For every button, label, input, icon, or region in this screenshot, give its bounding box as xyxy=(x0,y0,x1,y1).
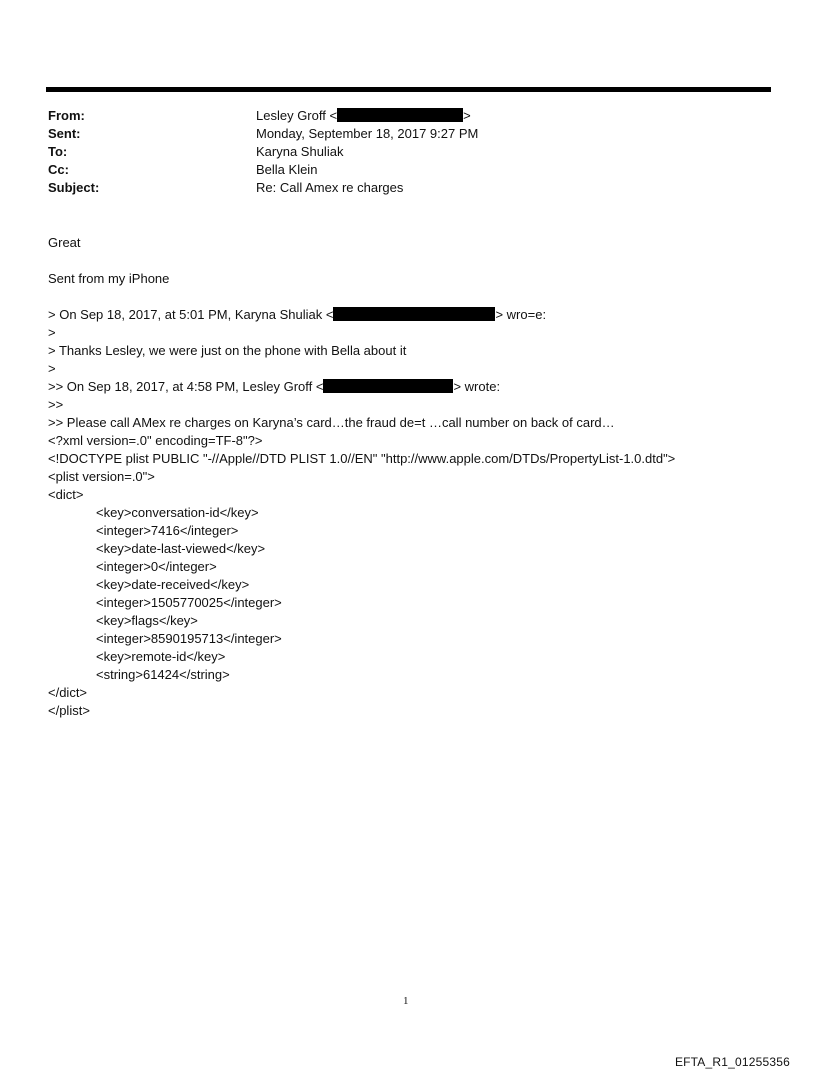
redaction-box xyxy=(323,379,453,393)
body-signature: Sent from my iPhone xyxy=(48,271,170,286)
plist-entry: <key>remote-id</key> xyxy=(96,649,226,664)
from-name: Lesley Groff < xyxy=(256,108,338,123)
quote-line xyxy=(48,306,546,324)
dict-open-tag: <dict> xyxy=(48,487,84,502)
plist-entry: <integer>8590195713</integer> xyxy=(96,631,282,646)
plist-entry: <integer>7416</integer> xyxy=(96,523,239,538)
plist-entry: <key>date-received</key> xyxy=(96,577,250,592)
document-id: EFTA_R1_01255356 xyxy=(674,1055,790,1069)
quote-suffix: > wro=e: xyxy=(495,307,547,322)
plist-entry: <integer>0</integer> xyxy=(96,559,217,574)
redaction-box xyxy=(333,307,495,321)
plist-xml-declaration: <?xml version=.0" encoding=TF-8"?> xyxy=(48,433,263,448)
dict-close-tag: </dict> xyxy=(48,685,88,700)
cc-label: Cc: xyxy=(48,162,69,177)
header-rule xyxy=(46,87,771,92)
quote-line: > xyxy=(48,325,56,340)
plist-entry: <key>date-last-viewed</key> xyxy=(96,541,266,556)
quote-line: >> Please call AMex re charges on Karyna’s card…the fraud de=t …call number on back of card… xyxy=(48,415,615,430)
from-close: > xyxy=(463,108,471,123)
from-label: From: xyxy=(48,108,85,123)
quote-line: > Thanks Lesley, we were just on the phone with Bella about it xyxy=(48,343,407,358)
from-value xyxy=(256,107,471,125)
subject-value: Re: Call Amex re charges xyxy=(256,180,404,195)
plist-doctype: <!DOCTYPE plist PUBLIC "-//Apple//DTD PLIST 1.0//EN" "http://www.apple.com/DTDs/PropertyList-1.0.dtd"> xyxy=(48,451,676,466)
to-value: Karyna Shuliak xyxy=(256,144,344,159)
page-number: 1 xyxy=(403,995,409,1007)
quote-suffix: > wrote: xyxy=(453,379,501,394)
plist-entry: <string>61424</string> xyxy=(96,667,230,682)
plist-close-tag: </plist> xyxy=(48,703,90,718)
quote-line: > xyxy=(48,361,56,376)
redaction-box xyxy=(337,108,463,122)
plist-entry: <key>flags</key> xyxy=(96,613,198,628)
quote-prefix: > On Sep 18, 2017, at 5:01 PM, Karyna Shuliak < xyxy=(48,307,334,322)
to-label: To: xyxy=(48,144,68,159)
sent-value: Monday, September 18, 2017 9:27 PM xyxy=(256,126,479,141)
body-greeting: Great xyxy=(48,235,81,250)
quote-line: >> xyxy=(48,397,64,412)
plist-entry: <integer>1505770025</integer> xyxy=(96,595,282,610)
plist-entry: <key>conversation-id</key> xyxy=(96,505,259,520)
sent-label: Sent: xyxy=(48,126,81,141)
quote-prefix: >> On Sep 18, 2017, at 4:58 PM, Lesley Groff < xyxy=(48,379,324,394)
plist-open-tag: <plist version=.0"> xyxy=(48,469,155,484)
subject-label: Subject: xyxy=(48,180,100,195)
cc-value: Bella Klein xyxy=(256,162,318,177)
quote-line xyxy=(48,378,500,396)
